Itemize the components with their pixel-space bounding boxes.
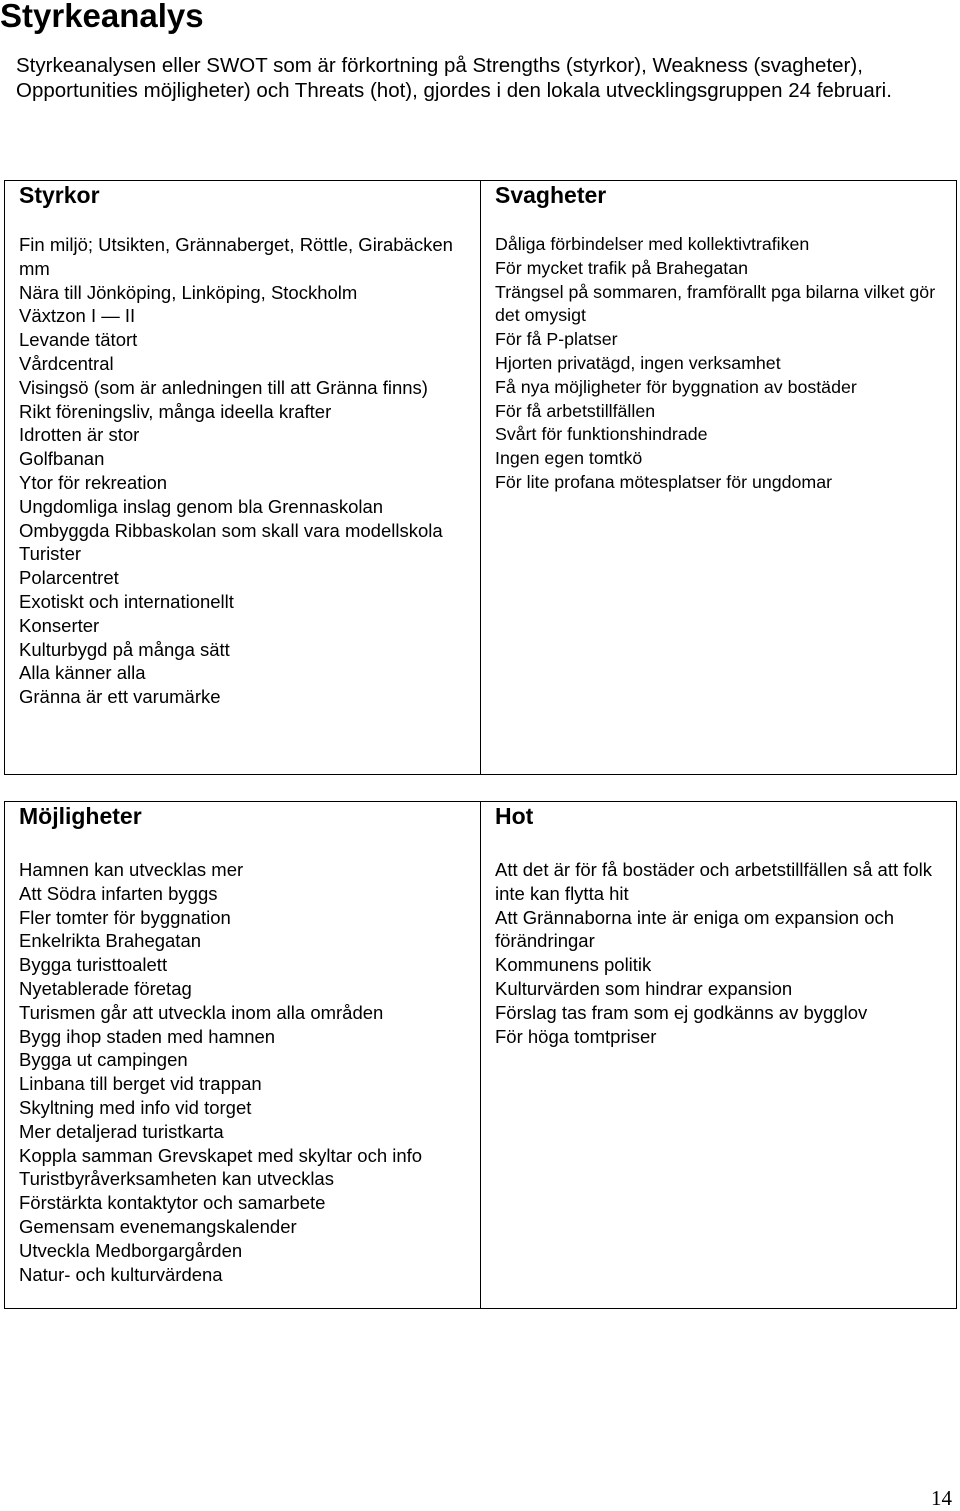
list-item: Dåliga förbindelser med kollektivtrafiken (495, 234, 810, 254)
list-item: Fler tomter för byggnation (19, 906, 231, 928)
list-item: Konserter (19, 614, 100, 636)
list-item: Exotiskt och internationellt (19, 590, 234, 612)
list-item: Få nya möjligheter för byggnation av bostäder (495, 376, 857, 397)
list-item: För få P-platser (495, 329, 618, 350)
threats-cell (481, 802, 956, 1308)
list-item: Turistbyråverksamheten kan utvecklas (19, 1168, 334, 1190)
opportunities-list (19, 858, 472, 1286)
list-item: Enkelrikta Brahegatan (19, 930, 202, 952)
list-item: Nära till Jönköping, Linköping, Stockholm (19, 281, 358, 303)
list-item: Svårt för funktionshindrade (495, 424, 708, 445)
list-item: Kulturvärden som hindrar expansion (495, 977, 793, 999)
strengths-heading: Styrkor (19, 182, 100, 208)
list-item: Hamnen kan utvecklas mer (19, 859, 244, 880)
threats-list (495, 858, 948, 1048)
list-item: Rikt föreningsliv, många ideella krafter (19, 400, 332, 422)
list-item: Gemensam evenemangskalender (19, 1215, 297, 1237)
list-item: Att Grännaborna inte är eniga om expansion och förändringar (495, 906, 895, 952)
list-item: Linbana till berget vid trappan (19, 1073, 262, 1095)
list-item: Utveckla Medborgargården (19, 1239, 243, 1261)
list-item: Fin miljö; Utsikten, Grännaberget, Röttle, Girabäcken mm (19, 234, 453, 279)
list-item: Kommunens politik (495, 954, 652, 976)
list-item: Ungdomliga inslag genom bla Grennaskolan (19, 495, 384, 517)
weaknesses-cell (481, 181, 956, 774)
list-item: För få arbetstillfällen (495, 400, 656, 421)
list-item: Förslag tas fram som ej godkänns av bygglov (495, 1001, 868, 1023)
list-item: Turister (19, 543, 82, 565)
list-item: Trängsel på sommaren, framförallt pga bilarna vilket gör det omysigt (495, 281, 936, 326)
list-item: Golfbanan (19, 448, 105, 470)
list-item: Alla känner alla (19, 662, 146, 684)
swot-row-bottom (4, 801, 957, 1309)
intro-paragraph: Styrkeanalysen eller SWOT som är förkortning på Strengths (styrkor), Weakness (svagheter), Opportunities möjligheter) och Threats (hot), gjordes i den lokala utvecklingsgruppen 24 februari. (16, 54, 892, 102)
list-item: Visingsö (som är anledningen till att Gränna finns) (19, 376, 428, 398)
list-item: Natur- och kulturvärdena (19, 1263, 223, 1285)
list-item: Ytor för rekreation (19, 471, 168, 493)
list-item: Polarcentret (19, 567, 119, 589)
list-item: Bygga turisttoalett (19, 954, 168, 976)
list-item: Bygga ut campingen (19, 1049, 188, 1071)
list-item: Mer detaljerad turistkarta (19, 1120, 224, 1142)
list-item: Idrotten är stor (19, 424, 140, 446)
swot-row-top (4, 180, 957, 775)
list-item: För mycket trafik på Brahegatan (495, 257, 749, 278)
list-item: Vårdcentral (19, 352, 114, 374)
opportunities-heading: Möjligheter (19, 803, 142, 829)
list-item: Förstärkta kontaktytor och samarbete (19, 1192, 326, 1214)
list-item: Skyltning med info vid torget (19, 1096, 252, 1118)
list-item: Kulturbygd på många sätt (19, 638, 230, 660)
list-item: Bygg ihop staden med hamnen (19, 1025, 276, 1047)
list-item: Växtzon I — II (19, 305, 136, 327)
list-item: Ingen egen tomtkö (495, 448, 643, 469)
list-item: Gränna är ett varumärke (19, 686, 221, 708)
list-item: Nyetablerade företag (19, 977, 192, 999)
opportunities-cell (5, 802, 481, 1308)
list-item: Att det är för få bostäder och arbetstillfällen så att folk inte kan flytta hit (495, 859, 933, 904)
page-title: Styrkeanalys (0, 0, 204, 34)
list-item: Levande tätort (19, 329, 138, 351)
strengths-list (19, 233, 472, 709)
list-item: Att Södra infarten byggs (19, 882, 218, 904)
weaknesses-list (495, 233, 948, 495)
list-item: Koppla samman Grevskapet med skyltar och info (19, 1144, 423, 1166)
list-item: För höga tomtpriser (495, 1025, 657, 1047)
threats-heading: Hot (495, 803, 534, 829)
list-item: Turismen går att utveckla inom alla områden (19, 1001, 384, 1023)
strengths-cell (5, 181, 481, 774)
weaknesses-heading: Svagheter (495, 182, 607, 208)
page-number: 14 (931, 1486, 952, 1510)
list-item: Hjorten privatägd, ingen verksamhet (495, 352, 781, 373)
list-item: För lite profana mötesplatser för ungdomar (495, 471, 833, 492)
list-item: Ombyggda Ribbaskolan som skall vara modellskola (19, 519, 443, 541)
